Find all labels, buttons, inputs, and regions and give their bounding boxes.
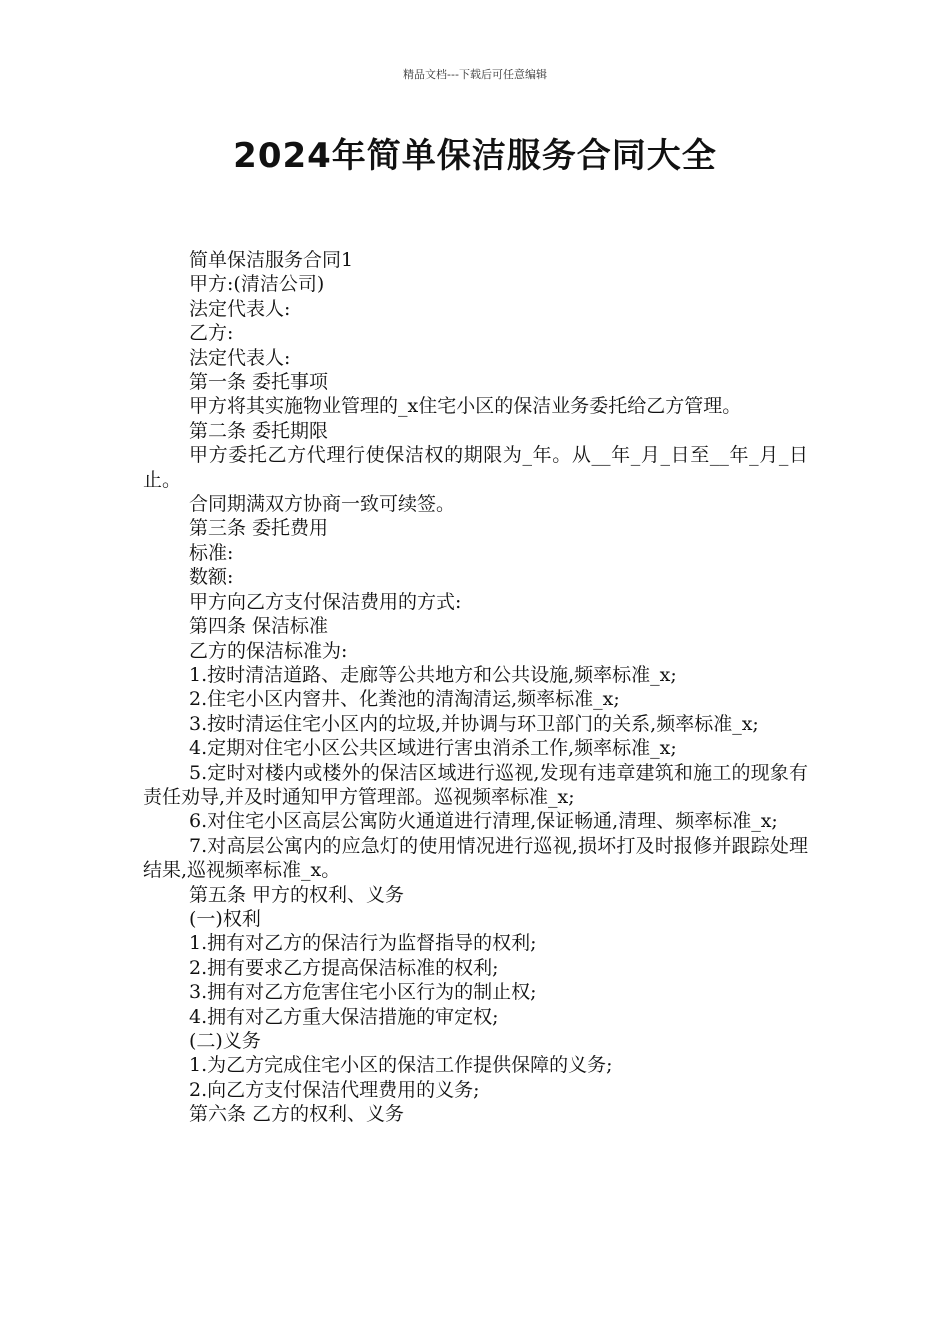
header-note: 精品文档---下载后可任意编辑 — [403, 68, 547, 81]
list-item: 1.为乙方完成住宅小区的保洁工作提供保障的义务; — [189, 1054, 613, 1077]
paragraph: 甲方向乙方支付保洁费用的方式: — [189, 590, 462, 613]
paragraph: 甲方委托乙方代理行使保洁权的期限为_年。从__年_月_日至__年_月_日止。 — [143, 444, 808, 491]
paragraph: 甲方:(清洁公司) — [189, 273, 325, 296]
list-item: 4.拥有对乙方重大保洁措施的审定权; — [189, 1005, 499, 1028]
document-body — [143, 248, 808, 1127]
list-item: 2.向乙方支付保洁代理费用的义务; — [189, 1078, 480, 1101]
subsection-heading: (一)权利 — [189, 907, 261, 930]
section-heading: 第三条 委托费用 — [189, 517, 329, 540]
list-item: 4.定期对住宅小区公共区域进行害虫消杀工作,频率标准_x; — [189, 737, 677, 760]
paragraph: 数额: — [189, 566, 234, 589]
paragraph: 法定代表人: — [189, 297, 291, 320]
subsection-heading: (二)义务 — [189, 1030, 261, 1052]
section-heading: 第四条 保洁标准 — [189, 615, 329, 638]
list-item: 3.拥有对乙方危害住宅小区行为的制止权; — [189, 981, 537, 1004]
list-item: 1.拥有对乙方的保洁行为监督指导的权利; — [189, 932, 537, 955]
section-heading: 第二条 委托期限 — [189, 419, 329, 442]
section-heading: 第五条 甲方的权利、义务 — [189, 883, 405, 906]
list-item: 3.按时清运住宅小区内的垃圾,并协调与环卫部门的关系,频率标准_x; — [189, 712, 759, 735]
document-title: 2024年简单保洁服务合同大全 — [233, 136, 717, 176]
paragraph: 乙方: — [189, 322, 234, 345]
list-item: 7.对高层公寓内的应急灯的使用情况进行巡视,损坏打及时报修并跟踪处理结果,巡视频率标准_x。 — [143, 834, 808, 882]
list-item: 2.住宅小区内窨井、化粪池的清淘清运,频率标准_x; — [189, 688, 620, 711]
paragraph: 法定代表人: — [189, 346, 291, 369]
paragraph: 合同期满双方协商一致可续签。 — [189, 493, 456, 516]
list-item: 6.对住宅小区高层公寓防火通道进行清理,保证畅通,清理、频率标准_x; — [189, 810, 778, 833]
list-item: 1.按时清洁道路、走廊等公共地方和公共设施,频率标准_x; — [189, 663, 677, 686]
section-heading: 第六条 乙方的权利、义务 — [189, 1103, 405, 1126]
paragraph: 甲方将其实施物业管理的_x住宅小区的保洁业务委托给乙方管理。 — [189, 395, 742, 418]
list-item: 2.拥有要求乙方提高保洁标准的权利; — [189, 956, 499, 979]
paragraph: 简单保洁服务合同1 — [189, 249, 354, 271]
section-heading: 第一条 委托事项 — [189, 371, 329, 394]
paragraph: 乙方的保洁标准为: — [189, 639, 348, 662]
list-item: 5.定时对楼内或楼外的保洁区域进行巡视,发现有违章建筑和施工的现象有责任劝导,并及时通知甲方管理部。巡视频率标准_x; — [143, 761, 808, 808]
paragraph: 标准: — [189, 541, 234, 564]
